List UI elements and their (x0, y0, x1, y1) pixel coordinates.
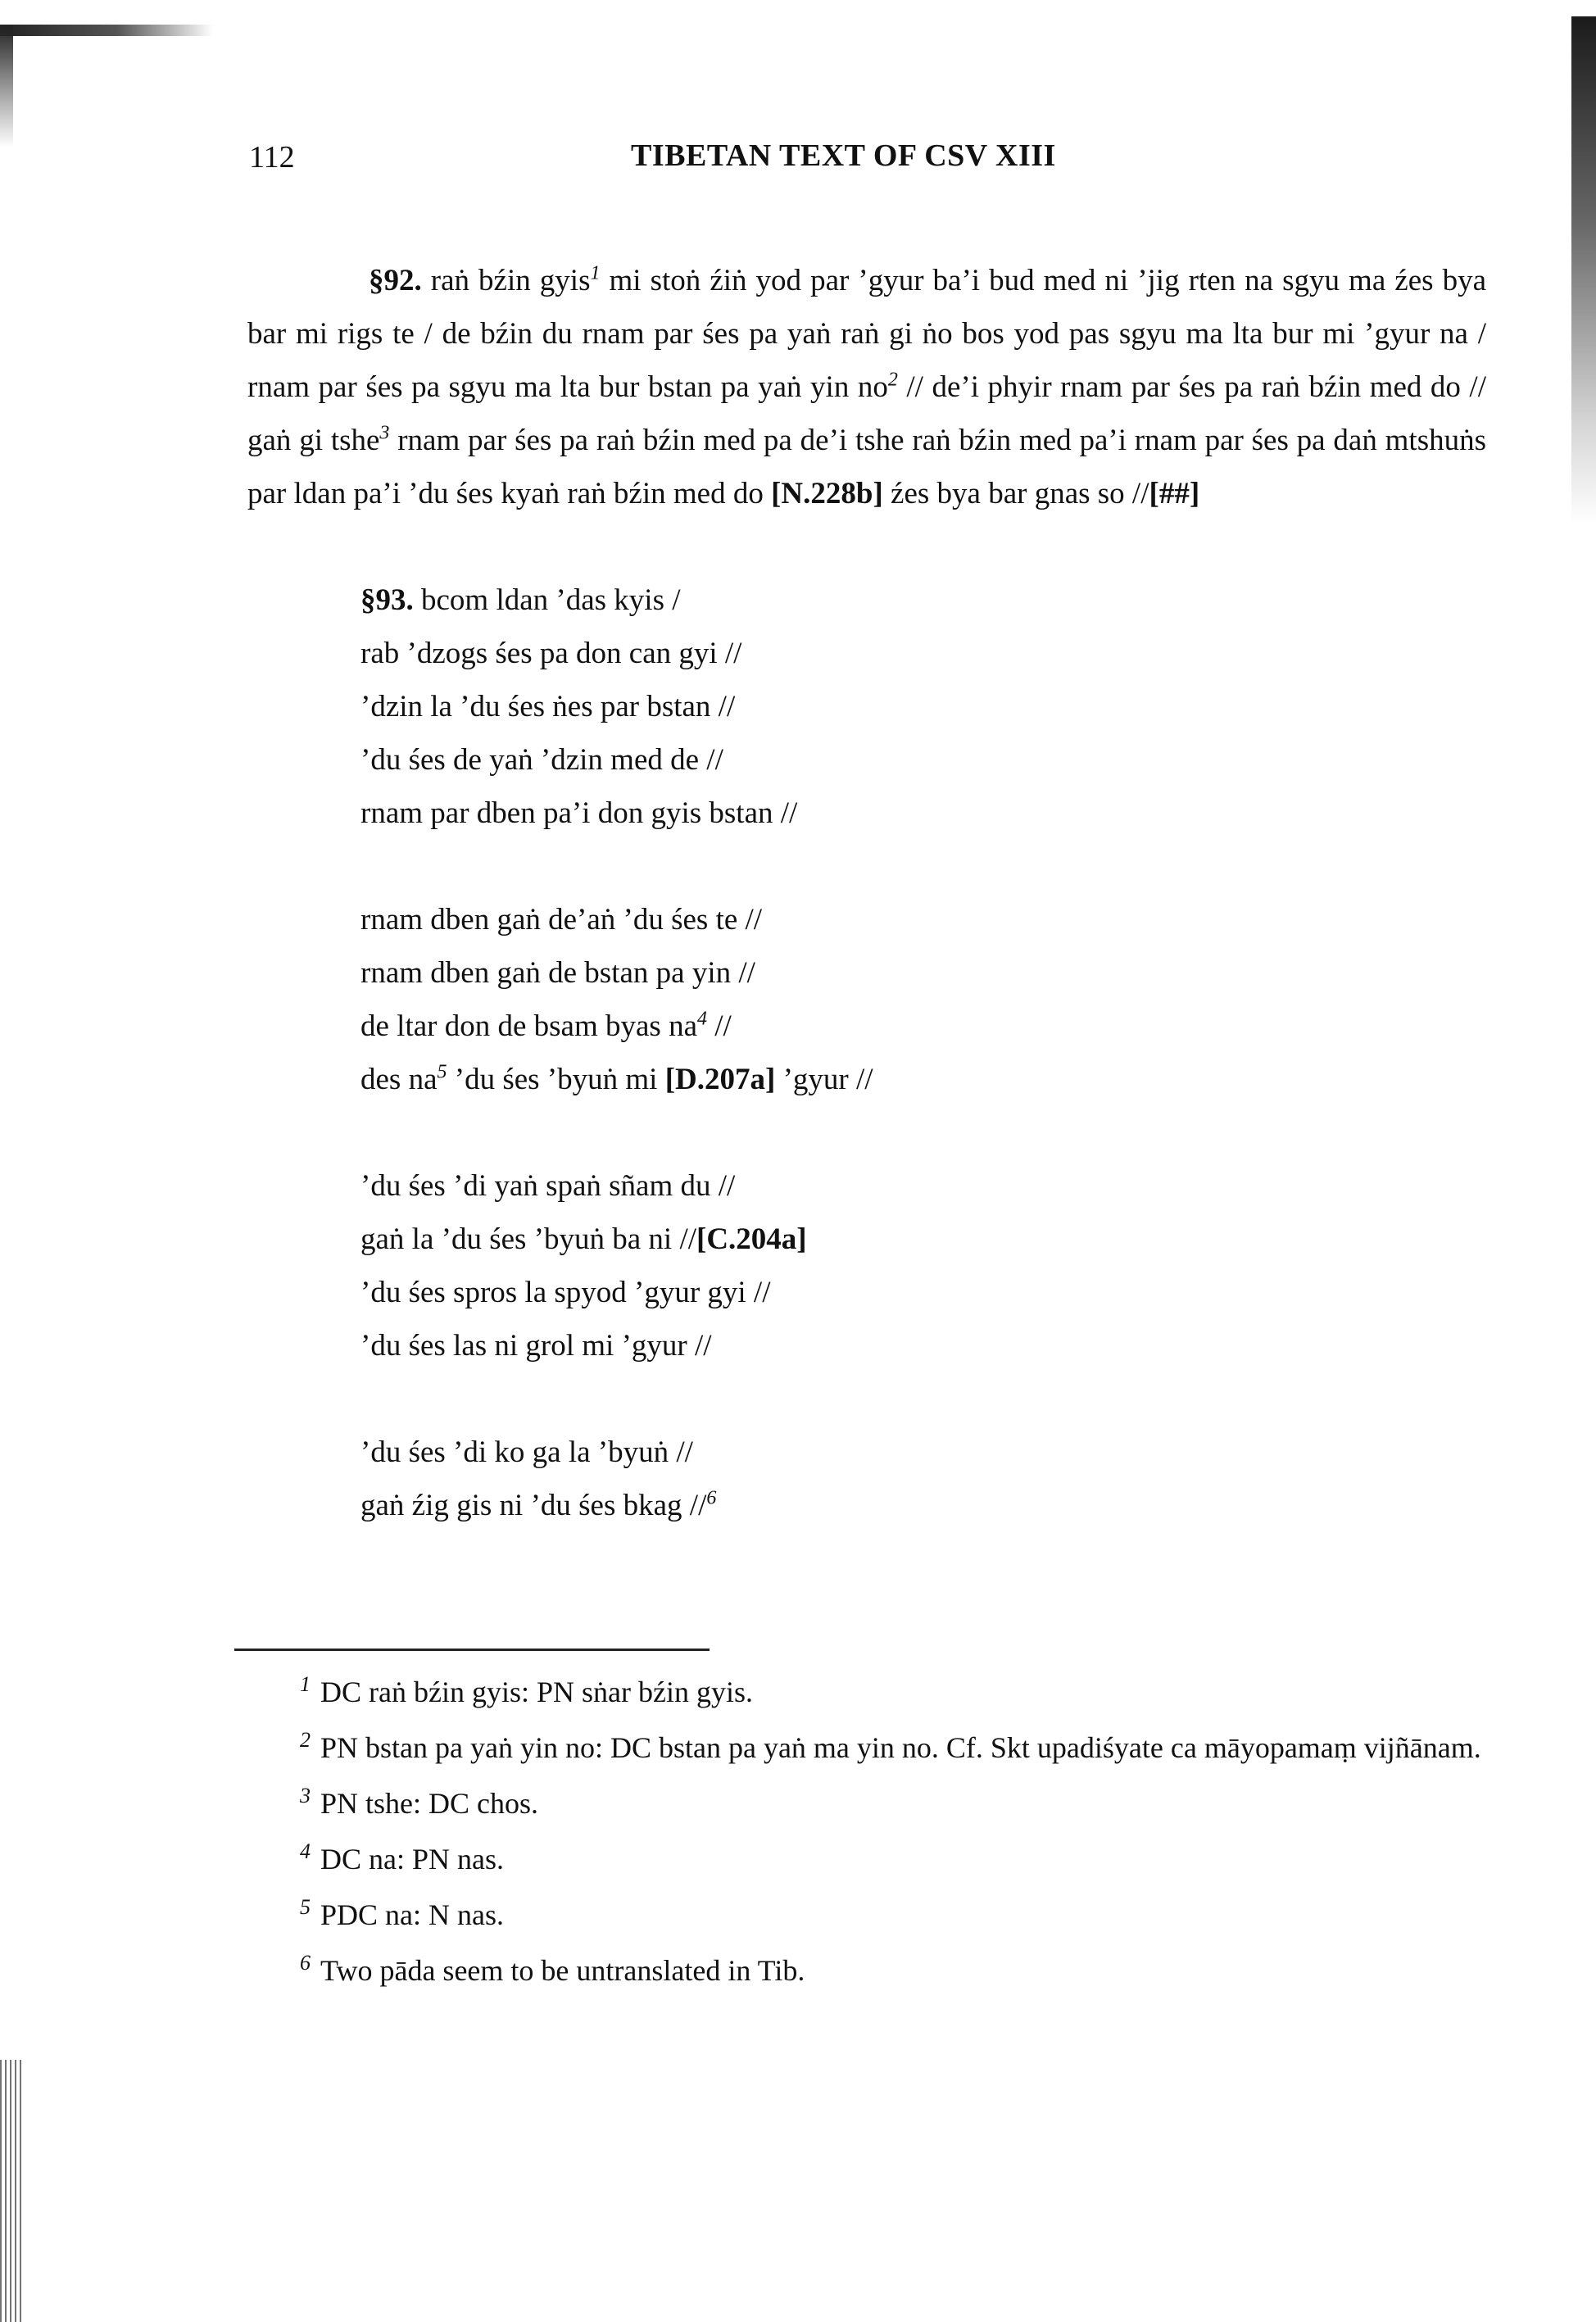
verse-line: ’dzin la ’du śes ṅes par bstan // (360, 690, 736, 723)
verse-line: ’du śes las ni grol mi ’gyur // (360, 1329, 712, 1363)
folio-ref-d207a: [D.207a] (664, 1063, 776, 1096)
footnote-ref-4: 4 (697, 1008, 707, 1030)
folio-ref-n228b: [N.228b] (771, 477, 883, 510)
footnote-number: 5 (300, 1895, 311, 1919)
footnote-ref-3: 3 (379, 422, 390, 444)
text-segment: mi stoṅ źiṅ yod par ’gyur ba’i bud med ni ’jig rten na sgyu ma źes bya bar mi rigs te / de bźin du rnam par śes pa yaṅ raṅ gi ṅo bos yod pas sgyu ma lta bur mi ’gyur na / rnam par śes pa sgyu ma lta bur bstan pa yaṅ yin no (247, 264, 1486, 404)
footnote-5 (234, 1897, 1486, 1933)
text-segment: źes bya bar gnas so // (882, 477, 1149, 510)
footnote-number: 1 (300, 1672, 311, 1696)
verse-section-93 (360, 574, 873, 1532)
footnote-text: DC raṅ bźin gyis: PN sṅar bźin gyis. (320, 1676, 753, 1708)
verse-intro (360, 574, 873, 627)
end-marker: [##] (1149, 477, 1200, 510)
verse-text: des na (360, 1063, 438, 1096)
footnote-number: 4 (300, 1839, 311, 1863)
scan-edge-shadow-left (0, 25, 13, 147)
stanza-break (360, 1106, 873, 1159)
page-number: 112 (249, 140, 295, 175)
verse-text: // (707, 1009, 732, 1043)
verse-text: de ltar don de bsam byas na (360, 1009, 697, 1043)
verse-text: ’gyur // (775, 1063, 873, 1096)
footnote-ref-1: 1 (590, 262, 601, 284)
footnote-number: 3 (300, 1784, 311, 1807)
verse-line: rnam dben gaṅ de’aṅ ’du śes te // (360, 903, 763, 937)
footnote-number: 6 (300, 1951, 311, 1975)
text-segment: // de’i phyir rnam par śes pa raṅ bźin med do // gaṅ gi tshe (247, 370, 1486, 457)
paragraph-92 (247, 254, 1486, 520)
verse-line: ’du śes de yaṅ ’dzin med de // (360, 743, 723, 777)
folio-ref-c204a: [C.204a] (696, 1222, 807, 1256)
verse-line (360, 1479, 873, 1532)
verse-text: ’du śes ’byuṅ mi (447, 1063, 665, 1096)
verse-line (360, 1000, 873, 1053)
verse-line: rab ’dzogs śes pa don can gyi // (360, 637, 742, 670)
verse-text: gaṅ źig gis ni ’du śes bkag // (360, 1489, 707, 1522)
verse-line: rnam dben gaṅ de bstan pa yin // (360, 956, 755, 990)
text-segment: raṅ bźin gyis (421, 264, 591, 297)
section-marker-92: §92. (369, 264, 422, 297)
verse-text: gaṅ la ’du śes ’byuṅ ba ni // (360, 1222, 696, 1256)
scan-edge-shadow-right (1571, 16, 1596, 524)
stanza-break (360, 1372, 873, 1426)
footnote-text: DC na: PN nas. (320, 1843, 504, 1875)
footnote-1 (234, 1674, 1486, 1710)
footnote-text: Two pāda seem to be untranslated in Tib. (320, 1954, 805, 1987)
footnote-3 (234, 1785, 1486, 1821)
section-marker-93: §93. (360, 583, 414, 617)
verse-line: ’du śes ’di yaṅ spaṅ sñam du // (360, 1169, 736, 1203)
paragraph-92-text (247, 254, 1486, 520)
scan-edge-shadow-top-left (0, 25, 213, 36)
verse-intro-text: bcom ldan ’das kyis / (413, 583, 681, 617)
footnote-4 (234, 1841, 1486, 1877)
footnote-text: PN bstan pa yaṅ yin no: DC bstan pa yaṅ ma yin no. Cf. Skt upadiśyate ca māyopamaṃ vijñānam. (320, 1731, 1481, 1764)
footnote-ref-6: 6 (706, 1487, 717, 1509)
scan-edge-shadow-bottom-left (0, 2060, 21, 2322)
footnote-6 (234, 1952, 1486, 1989)
verse-line: ’du śes spros la spyod ’gyur gyi // (360, 1276, 771, 1309)
footnote-text: PDC na: N nas. (320, 1898, 504, 1931)
footnote-number: 2 (300, 1728, 311, 1752)
footnotes (234, 1674, 1486, 2008)
footnote-2 (234, 1730, 1486, 1766)
footnote-divider (234, 1649, 710, 1651)
verse-line: rnam par dben pa’i don gyis bstan // (360, 796, 798, 830)
verse-line (360, 1053, 873, 1106)
stanza-break (360, 840, 873, 893)
running-head: TIBETAN TEXT OF CSV XIII (631, 138, 1056, 173)
footnote-ref-5: 5 (437, 1061, 447, 1083)
footnote-ref-2: 2 (887, 369, 898, 391)
verse-line: ’du śes ’di ko ga la ’byuṅ // (360, 1435, 693, 1469)
verse-line (360, 1213, 873, 1266)
text-segment: rnam par śes pa raṅ bźin med pa de’i tshe raṅ bźin med pa’i rnam par śes pa daṅ mtshuṅs par ldan pa’i ’du śes kyaṅ raṅ bźin med do (247, 424, 1486, 510)
footnote-text: PN tshe: DC chos. (320, 1787, 539, 1820)
